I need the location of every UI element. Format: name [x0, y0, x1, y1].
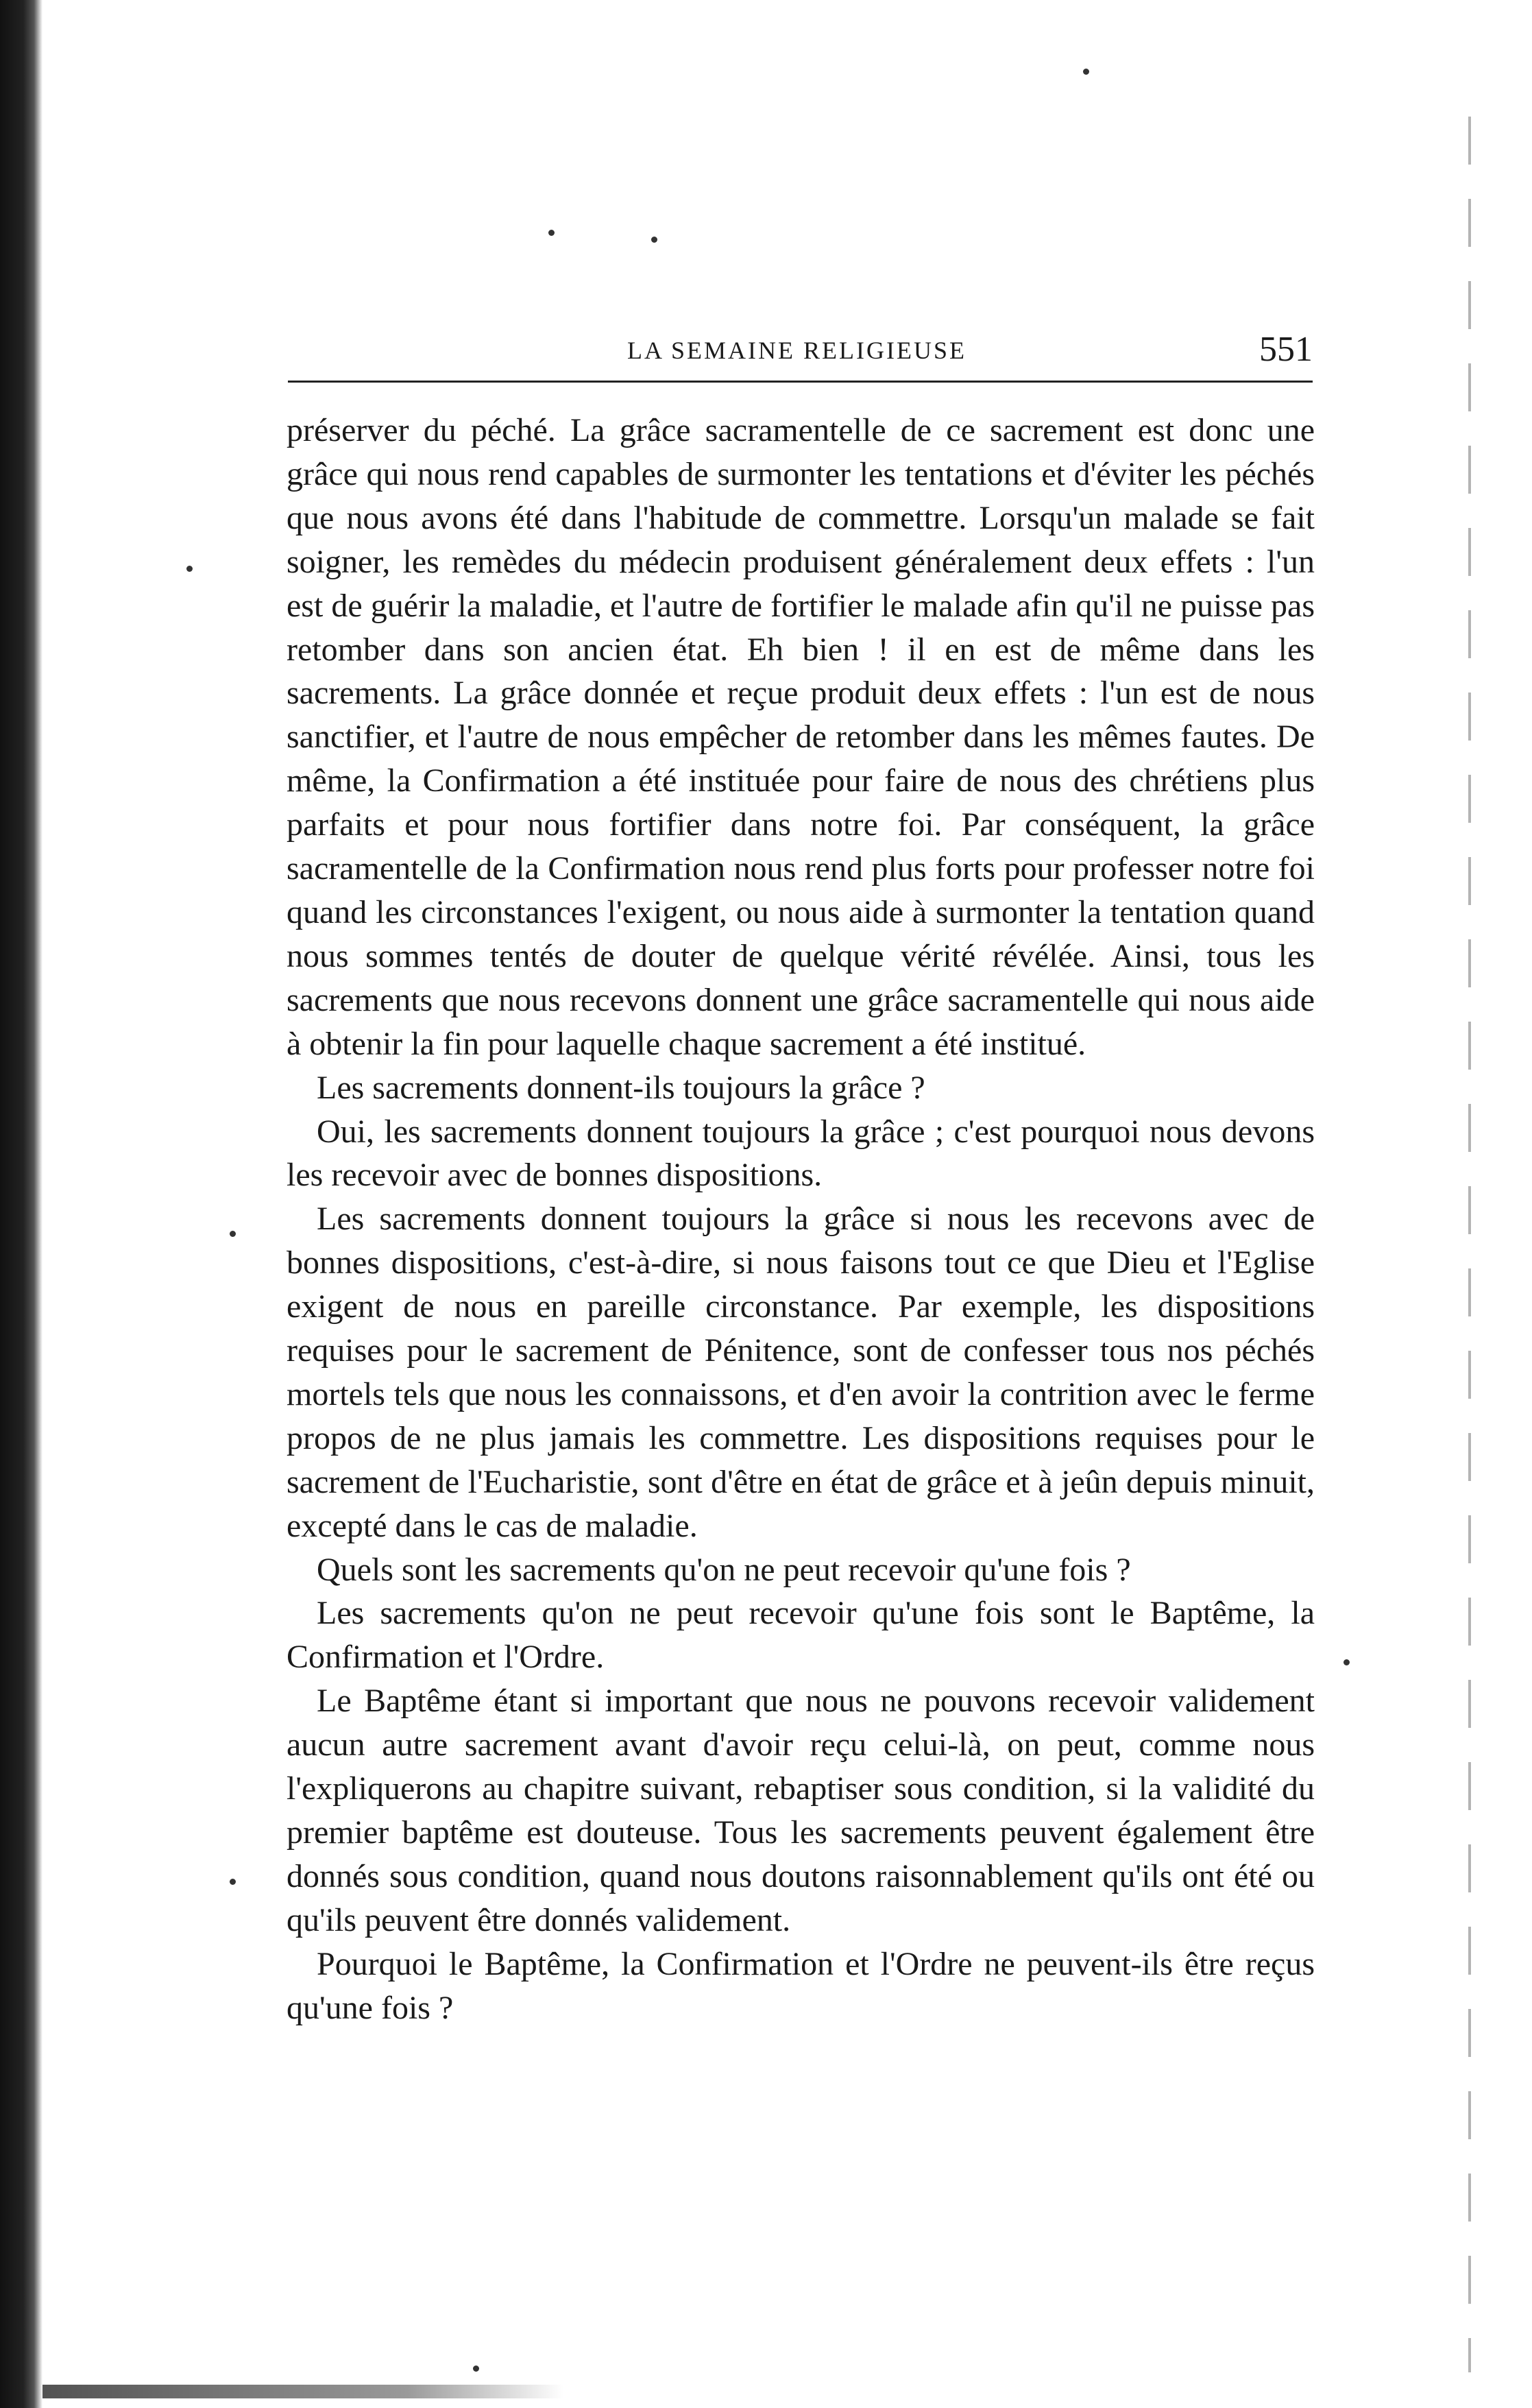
paragraph: Le Baptême étant si important que nous ne pouvons recevoir validement aucun autre sacrement avant d'avoir reçu celui-là, on peut, comme nous l'expliquerons au chapitre suivant, rebaptiser sous condition, si la validité du premier baptême est douteuse. Tous les sacrements peuvent également être donnés sous condition, quand nous doutons raisonnablement qu'ils ont été ou qu'ils peuvent être donnés validement. — [287, 1683, 1315, 1938]
scan-bottom-shadow — [42, 2385, 563, 2398]
answer: Les sacrements qu'on ne peut recevoir qu'une fois sont le Baptême, la Confirmation et l'Ordre. — [287, 1595, 1315, 1676]
scan-right-margin-line — [1468, 117, 1471, 2372]
question: Quels sont les sacrements qu'on ne peut recevoir qu'une fois ? — [317, 1551, 1131, 1588]
scan-speck — [473, 2365, 479, 2372]
scan-speck — [230, 1231, 236, 1237]
scan-speck — [1343, 1659, 1350, 1665]
scan-binding-shadow — [0, 0, 42, 2408]
scan-speck — [548, 230, 555, 236]
scan-speck — [186, 566, 193, 572]
scan-speck — [1083, 69, 1089, 75]
answer: Oui, les sacrements donnent toujours la grâce ; c'est pourquoi nous devons les recevoir avec de bonnes dispositions. — [287, 1113, 1315, 1194]
scan-speck — [651, 237, 657, 243]
paragraph: préserver du péché. La grâce sacramentelle de ce sacrement est donc une grâce qui nous rend capables de surmonter les tentations et d'éviter les péchés que nous avons été dans l'habitude de commettre. Lorsqu'un malade se fait soigner, les remèdes du médecin produisent généralement deux effets : l'un est de guérir la maladie, et l'autre de fortifier le malade afin qu'il ne puisse pas retomber dans son ancien état. Eh bien ! il en est de même dans les sacrements. La grâce donnée et reçue produit deux effets : l'un est de nous sanctifier, et l'autre de nous empêcher de retomber dans les mêmes fautes. De même, la Confirmation a été instituée pour faire de nous des chrétiens plus parfaits et pour nous fortifier dans notre foi. Par conséquent, la grâce sacramentelle de la Confirmation nous rend plus forts pour professer notre foi quand les circonstances l'exigent, ou nous aide à surmonter la tentation quand nous sommes tentés de douter de quelque vérité révélée. Ainsi, tous les sacrements que nous recevons donnent une grâce sacramentelle qui nous aide à obtenir la fin pour laquelle chaque sacrement a été institué. — [287, 412, 1315, 1062]
header-rule — [288, 381, 1313, 383]
running-head: LA SEMAINE RELIGIEUSE — [627, 337, 966, 364]
page-number: 551 — [1259, 330, 1313, 369]
page-header — [288, 329, 1313, 384]
paragraph: Les sacrements donnent toujours la grâce si nous les recevons avec de bonnes dispositions, c'est-à-dire, si nous faisons tout ce que Dieu et l'Eglise exigent de nous en pareille circonstance. Par exemple, les dispositions requises pour le sacrement de Pénitence, sont de confesser tous nos péchés mortels tels que nous les connaissons, et d'en avoir la contrition avec le ferme propos de ne plus jamais les commettre. Les dispositions requises pour le sacrement de l'Eucharistie, sont d'être en état de grâce et à jeûn depuis minuit, excepté dans le cas de maladie. — [287, 1201, 1315, 1544]
question: Les sacrements donnent-ils toujours la grâce ? — [317, 1069, 925, 1106]
question: Pourquoi le Baptême, la Confirmation et l'Ordre ne peuvent-ils être reçus qu'une fois ? — [287, 1945, 1315, 2026]
scan-speck — [230, 1879, 236, 1885]
body-text — [287, 409, 1315, 2030]
